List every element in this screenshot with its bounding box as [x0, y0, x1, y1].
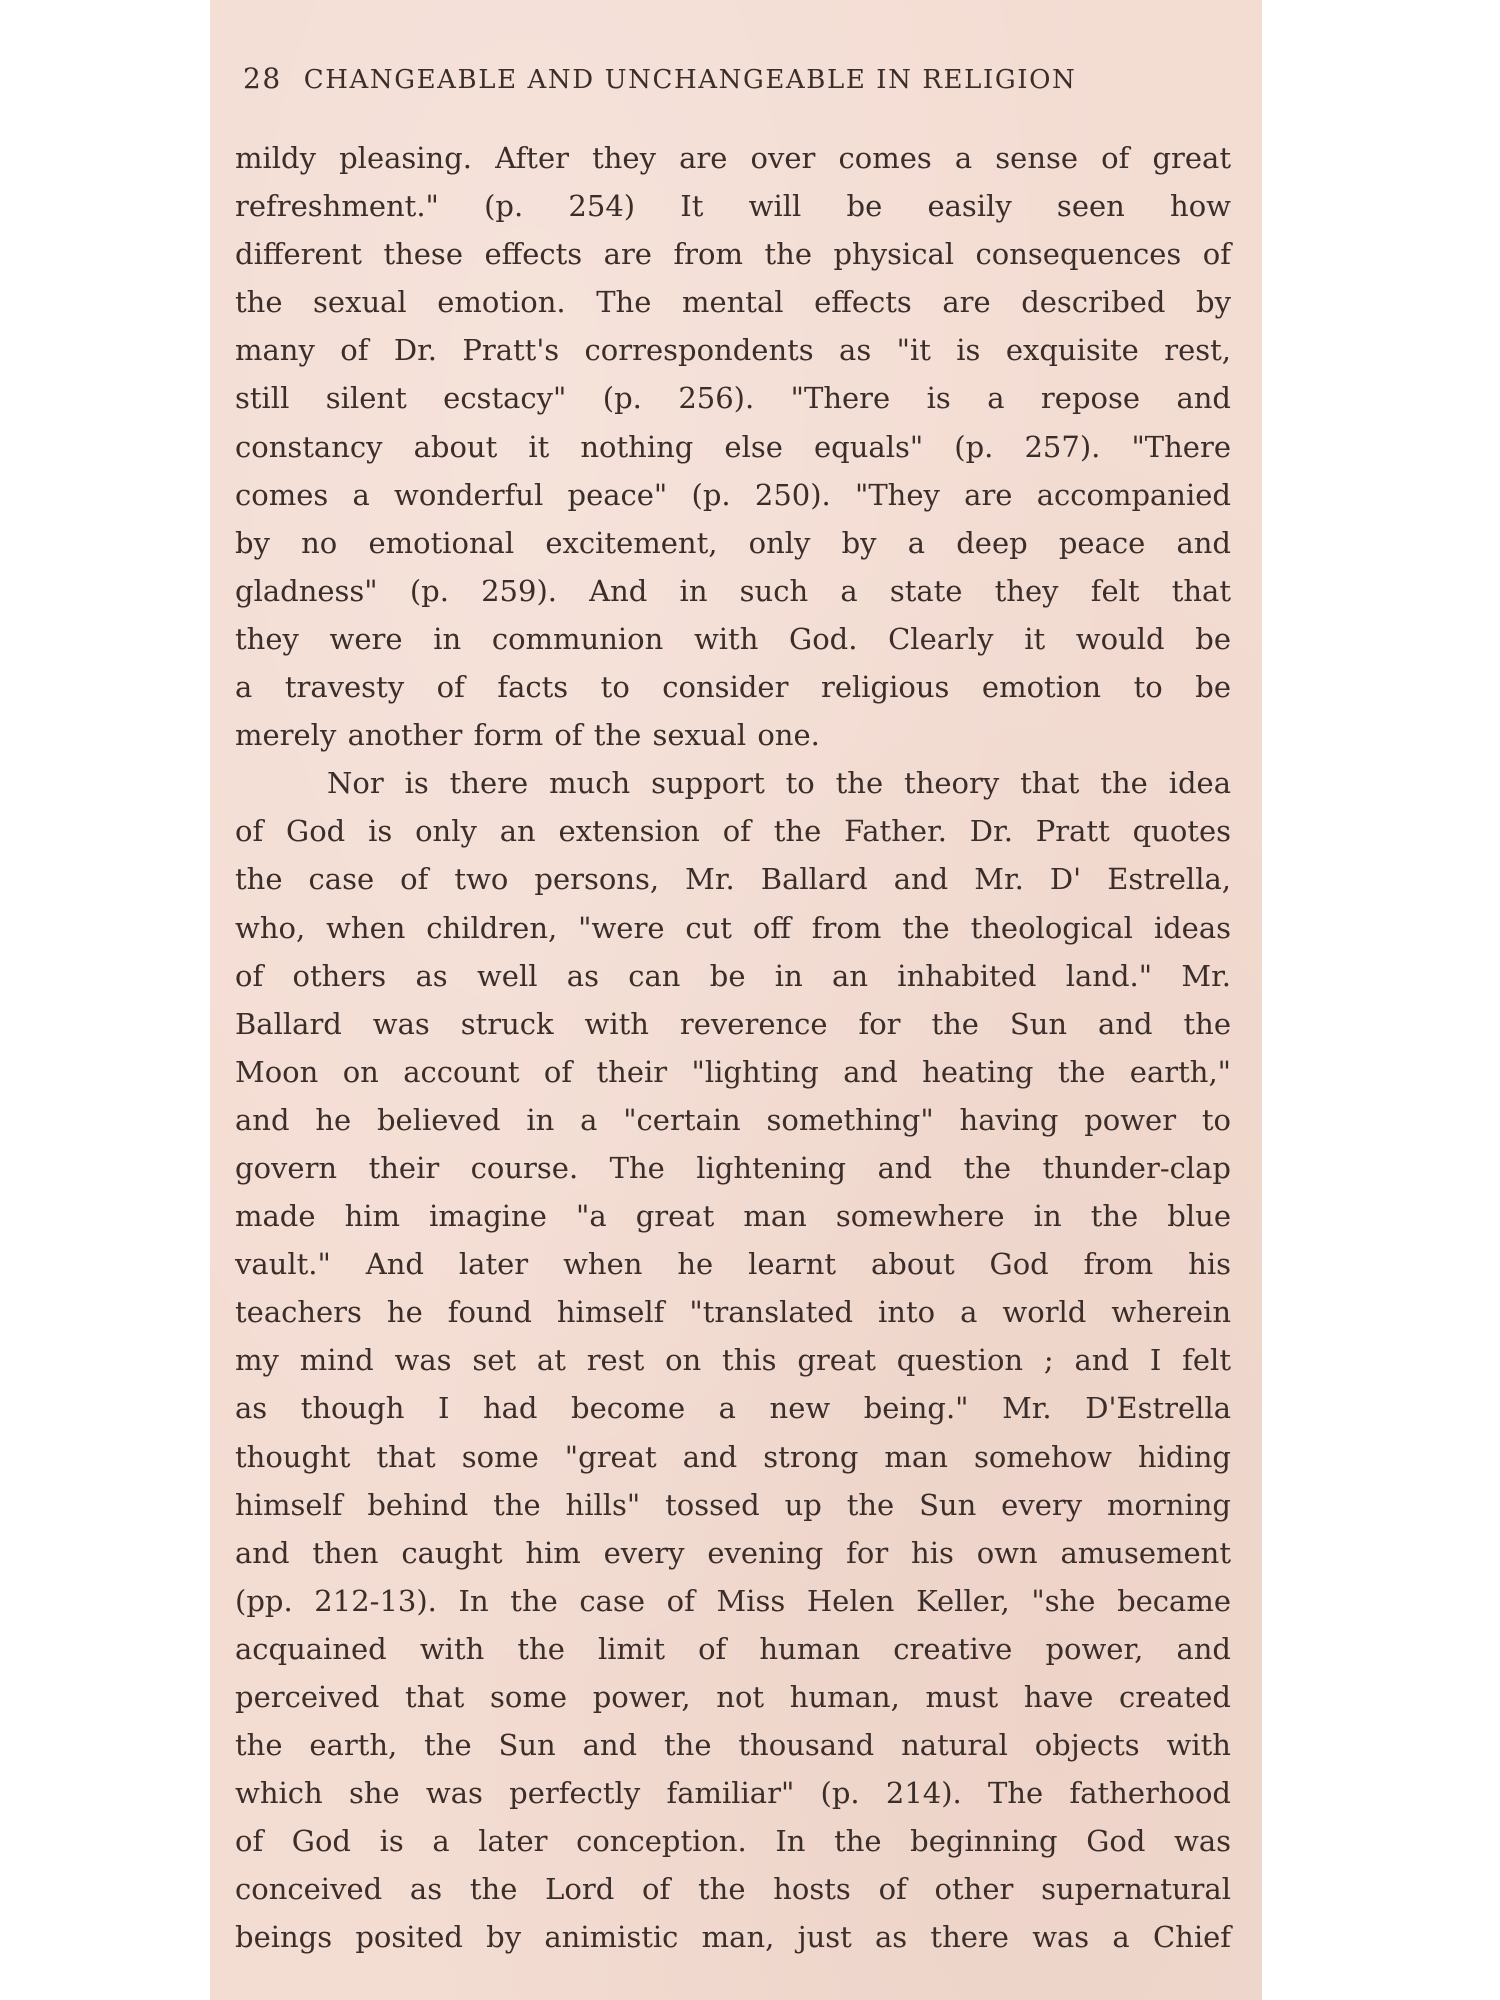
text-line: gladness" (p. 259). And in such a state they felt that [235, 573, 1231, 608]
text-line: refreshment." (p. 254) It will be easily seen how [235, 189, 1231, 224]
text-line: of others as well as can be in an inhabited land." Mr. [235, 958, 1231, 993]
text-line: merely another form of the sexual one. [235, 718, 820, 753]
text-line: a travesty of facts to consider religious emotion to be [235, 670, 1231, 705]
body-text [235, 134, 1231, 1962]
text-line: comes a wonderful peace" (p. 250). "They are accompanied [235, 477, 1231, 512]
text-line: the case of two persons, Mr. Ballard and Mr. D' Estrella, [235, 862, 1231, 897]
text-line: different these effects are from the physical consequences of [235, 237, 1231, 272]
text-line: made him imagine "a great man somewhere in the blue [235, 1199, 1231, 1234]
text-line: Ballard was struck with reverence for the Sun and the [235, 1006, 1231, 1041]
text-line: thought that some "great and strong man somehow hiding [235, 1439, 1231, 1474]
text-line: himself behind the hills" tossed up the Sun every morning [235, 1487, 1231, 1522]
text-line: still silent ecstacy" (p. 256). "There is a repose and [235, 381, 1231, 416]
text-line: who, when children, "were cut off from the theological ideas [235, 910, 1231, 945]
text-line: govern their course. The lightening and the thunder-clap [235, 1150, 1231, 1185]
text-line: teachers he found himself "translated into a world wherein [235, 1295, 1231, 1330]
text-line: conceived as the Lord of the hosts of other supernatural [235, 1872, 1231, 1907]
text-line: my mind was set at rest on this great question ; and I felt [235, 1343, 1231, 1378]
text-line: the earth, the Sun and the thousand natural objects with [235, 1728, 1231, 1763]
text-line: which she was perfectly familiar" (p. 214). The fatherhood [235, 1776, 1231, 1811]
text-line: of God is only an extension of the Father. Dr. Pratt quotes [235, 814, 1231, 849]
text-line: acquained with the limit of human creative power, and [235, 1631, 1231, 1666]
book-page [210, 0, 1262, 2000]
text-line: and then caught him every evening for his own amusement [235, 1535, 1231, 1570]
page-number: 28 [243, 62, 282, 95]
text-line: and he believed in a "certain something" having power to [235, 1102, 1231, 1137]
text-line: perceived that some power, not human, must have created [235, 1680, 1231, 1714]
running-header [243, 62, 1223, 104]
text-line: Nor is there much support to the theory that the idea [327, 766, 1231, 801]
running-title: CHANGEABLE AND UNCHANGEABLE IN RELIGION [303, 65, 1077, 95]
text-line: as though I had become a new being." Mr. D'Estrella [235, 1391, 1231, 1426]
text-line: of God is a later conception. In the beginning God was [235, 1824, 1231, 1859]
text-line: they were in communion with God. Clearly it would be [235, 621, 1231, 656]
text-line: Moon on account of their "lighting and heating the earth," [235, 1054, 1231, 1089]
text-line: vault." And later when he learnt about God from his [235, 1247, 1231, 1282]
text-line: mildy pleasing. After they are over comes a sense of great [235, 141, 1231, 175]
text-line: the sexual emotion. The mental effects are described by [235, 285, 1231, 320]
text-line: by no emotional excitement, only by a deep peace and [235, 525, 1231, 560]
text-line: (pp. 212-13). In the case of Miss Helen Keller, "she became [235, 1583, 1231, 1618]
text-line: many of Dr. Pratt's correspondents as "it is exquisite rest, [235, 333, 1231, 368]
text-line: constancy about it nothing else equals" (p. 257). "There [235, 429, 1231, 464]
text-line: beings posited by animistic man, just as there was a Chief [235, 1920, 1231, 1955]
